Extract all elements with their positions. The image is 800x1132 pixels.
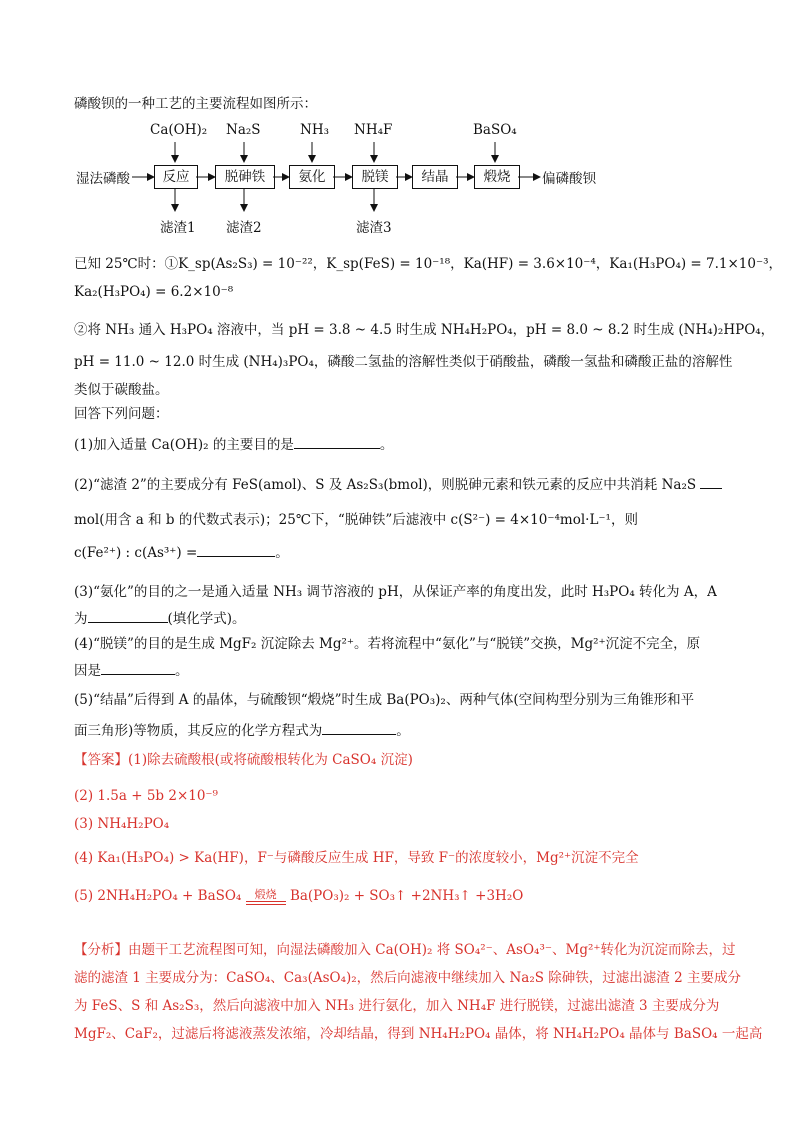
answer-4: (4) Ka₁(H₃PO₄) > Ka(HF)，F⁻与磷酸反应生成 HF，导致 F⁻的浓度较小，Mg²⁺沉淀不完全 — [74, 850, 639, 866]
answer-1-text: (1)除去硫酸根(或将硫酸根转化为 CaSO₄ 沉淀) — [128, 752, 413, 768]
step-box-reaction: 反应 — [154, 165, 198, 189]
question-3a: (3)“氨化”的目的之一是通入适量 NH₃ 调节溶液的 pH，从保证产率的角度出发，此时 H₃PO₄ 转化为 A，A — [74, 584, 717, 600]
answer-blank — [101, 660, 175, 675]
analysis-1-text: 由题干工艺流程图可知，向湿法磷酸加入 Ca(OH)₂ 将 SO₄²⁻、AsO₄³⁻、Mg²⁺转化为沉淀而除去，过 — [128, 942, 736, 958]
answer-label: 【答案】 — [74, 752, 128, 768]
answer-1 — [74, 750, 413, 770]
answer-blank — [322, 720, 396, 735]
question-2c: c(Fe²⁺) : c(As³⁺) = 。 — [74, 542, 289, 563]
residue-3: 滤渣3 — [356, 220, 392, 236]
question-4b — [74, 660, 189, 681]
known-2a: ②将 NH₃ 通入 H₃PO₄ 溶液中，当 pH = 3.8 ~ 4.5 时生成 NH₄H₂PO₄，pH = 8.0 ~ 8.2 时生成 (NH₄)₂HPO₄， — [74, 322, 775, 338]
process-flowchart — [74, 118, 634, 240]
question-5b-post: 。 — [396, 723, 410, 739]
equals-sign — [246, 901, 286, 905]
residue-1: 滤渣1 — [160, 220, 196, 236]
question-4b-pre: 因是 — [74, 663, 101, 679]
reagent-nh4f: NH₄F — [354, 122, 393, 138]
known-1: 已知 25℃时：①K_sp(As₂S₃) = 10⁻²²，K_sp(FeS) = 10⁻¹⁸，Ka(HF) = 3.6×10⁻⁴，Ka₁(H₃PO₄) = 7.1×10⁻³， — [74, 256, 783, 272]
answer-3: (3) NH₄H₂PO₄ — [74, 816, 170, 832]
answer-blank — [88, 608, 168, 623]
analysis-3: 为 FeS、S 和 As₂S₃，然后向滤液中加入 NH₃ 进行氨化，加入 NH₄F 进行脱镁，过滤出滤渣 3 主要成分为 — [74, 998, 720, 1014]
analysis-1 — [74, 940, 736, 960]
question-1-text: (1)加入适量 Ca(OH)₂ 的主要目的是 — [74, 437, 294, 453]
question-3b-post: (填化学式)。 — [167, 611, 246, 627]
step-box-calcine: 煅烧 — [474, 165, 520, 189]
step-box-dearsenic: 脱砷铁 — [215, 165, 275, 189]
question-1: (1)加入适量 Ca(OH)₂ 的主要目的是 。 — [74, 434, 393, 455]
answer-2: (2) 1.5a + 5b 2×10⁻⁹ — [74, 788, 218, 804]
flow-start: 湿法磷酸 — [76, 171, 130, 187]
answer-5-products: Ba(PO₃)₂ + SO₃↑ +2NH₃↑ +3H₂O — [289, 888, 524, 904]
analysis-4: MgF₂、CaF₂，过滤后将滤液蒸发浓缩，冷却结晶，得到 NH₄H₂PO₄ 晶体，将 NH₄H₂PO₄ 晶体与 BaSO₄ 一起高 — [74, 1026, 763, 1042]
reagent-na2s: Na₂S — [226, 122, 261, 138]
question-2a — [74, 474, 722, 495]
flow-end: 偏磷酸钡 — [542, 171, 596, 187]
reagent-caoh2: Ca(OH)₂ — [150, 122, 208, 138]
question-4a: (4)“脱镁”的目的是生成 MgF₂ 沉淀除去 Mg²⁺。若将流程中“氨化”与“脱镁”交换，Mg²⁺沉淀不完全，原 — [74, 636, 701, 652]
question-5b — [74, 720, 410, 741]
analysis-2: 滤的滤渣 1 主要成分为：CaSO₄、Ca₃(AsO₄)₂，然后向滤液中继续加入 Na₂S 除砷铁，过滤出滤渣 2 主要成分 — [74, 970, 741, 986]
known-2c: 类似于碳酸盐。 — [74, 382, 169, 398]
answer-blank — [294, 434, 380, 449]
step-box-crystallize: 结晶 — [412, 165, 458, 189]
known-1b: Ka₂(H₃PO₄) = 6.2×10⁻⁸ — [74, 284, 234, 300]
answer-5-reactants: (5) 2NH₄H₂PO₄ + BaSO₄ — [74, 888, 242, 904]
question-3b-pre: 为 — [74, 611, 88, 627]
step-box-demagnesium: 脱镁 — [352, 165, 398, 189]
reagent-baso4: BaSO₄ — [473, 122, 517, 138]
reaction-condition-text: 煅烧 — [254, 887, 277, 901]
question-5a: (5)“结晶”后得到 A 的晶体，与硫酸钡“煅烧”时生成 Ba(PO₃)₂、两种气体(空间构型分别为三角锥形和平 — [74, 692, 695, 708]
residue-2: 滤渣2 — [226, 220, 262, 236]
answer-blank — [197, 542, 275, 557]
answer-5 — [74, 886, 523, 906]
question-2c-text: c(Fe²⁺) : c(As³⁺) = — [74, 545, 198, 561]
reaction-condition — [246, 889, 286, 905]
question-5b-pre: 面三角形)等物质，其反应的化学方程式为 — [74, 723, 323, 739]
reagent-nh3: NH₃ — [300, 122, 329, 138]
answer-prompt: 回答下列问题： — [74, 406, 169, 422]
question-2a-text: (2)“滤渣 2”的主要成分有 FeS(amol)、S 及 As₂S₃(bmol)，则脱砷元素和铁元素的反应中共消耗 Na₂S — [74, 477, 697, 493]
known-2b: pH = 11.0 ~ 12.0 时生成 (NH₄)₃PO₄，磷酸二氢盐的溶解性类似于硝酸盐，磷酸一氢盐和磷酸正盐的溶解性 — [74, 354, 733, 370]
question-2b: mol(用含 a 和 b 的代数式表示)；25℃下，“脱砷铁”后滤液中 c(S²⁻) = 4×10⁻⁴mol·L⁻¹，则 — [74, 512, 638, 528]
step-box-ammoniation: 氨化 — [289, 165, 335, 189]
intro-text: 磷酸钡的一种工艺的主要流程如图所示： — [74, 96, 317, 112]
question-4b-post: 。 — [175, 663, 189, 679]
answer-blank — [700, 474, 722, 489]
analysis-label: 【分析】 — [74, 942, 128, 958]
question-3b — [74, 608, 246, 629]
